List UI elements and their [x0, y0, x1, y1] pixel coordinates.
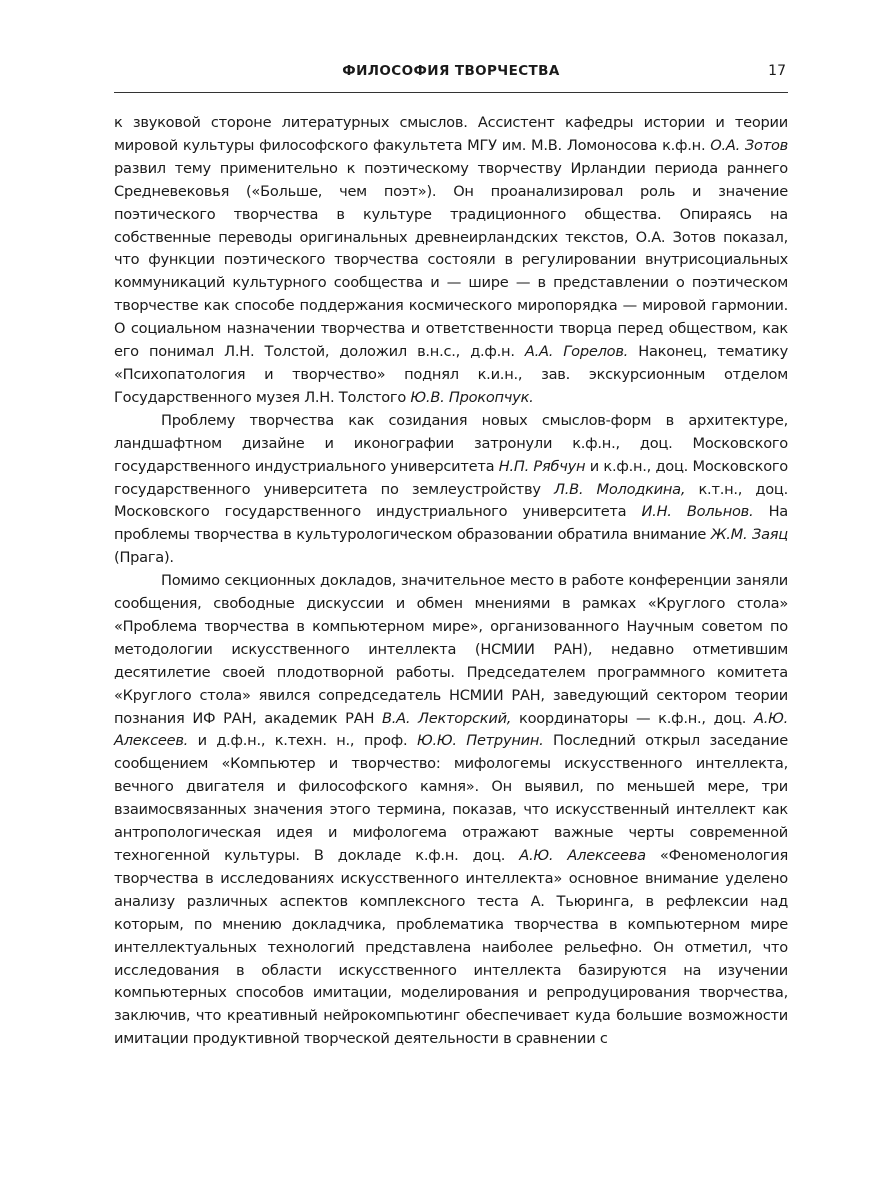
paragraph — [114, 410, 788, 570]
text-run: Проблему творчества как созидания новых смыслов-форм в архитектуре, ландшафтном дизайне и иконографии затронули к.ф.н., доц. Московского государственного индустриального университета — [114, 411, 788, 475]
author-name: Ж.М. Заяц — [710, 526, 788, 544]
paragraph — [114, 112, 788, 410]
author-name: А.А. Горелов. — [524, 343, 629, 361]
paragraph — [114, 570, 788, 1051]
text-run: к.т.н., доц. Московского государственного индустриального университета — [114, 480, 788, 521]
author-name: А.Ю. Алексеев. — [114, 709, 788, 750]
author-name: А.Ю. Алексеева — [519, 847, 646, 864]
article-body — [114, 112, 788, 1051]
text-run: и к.ф.н., доц. Московского государственного университета по землеустройству — [114, 457, 788, 498]
running-header — [114, 54, 788, 93]
text-run: (Прага). — [114, 549, 174, 567]
author-name: О.А. Зотов — [710, 136, 789, 154]
text-run: На проблемы творчества в культурологическом образовании обратила внимание — [114, 503, 788, 544]
author-name: Л.В. Молодкина, — [553, 480, 686, 498]
author-name: Н.П. Рябчун — [498, 457, 586, 475]
text-run: и д.ф.н., к.техн. н., проф. — [188, 732, 417, 750]
page-number: 17 — [768, 63, 786, 79]
text-run: «Феноменология творчества в исследованиях искусственного интеллекта» основное внимание уделено анализу различных аспектов комплексного теста А. Тьюринга, в рефлексии над которым, по мнению докладчика, проблематика творчества в компьютерном мире интеллектуальных технологий представлена наиболее рельефно. Он отметил, что исследования в области искусственного интеллекта базируются на изучении компьютерных способов имитации, моделирования и репродуцирования творчества, заключив, что креативный нейрокомпьютинг обеспечивает куда большие возможности имитации продуктивной творческой деятельности в сравнении с — [114, 847, 788, 1048]
text-run: развил тему применительно к поэтическому творчеству Ирландии периода раннего Средневековья («Больше, чем поэт»). Он проанализировал роль и значение поэтического творчества в культуре традиционного общества. Опираясь на собственные переводы оригинальных древнеирландских текстов, О.А. Зотов показал, что функции поэтического творчества состояли в регулировании внутрисоциальных коммуникаций культурного сообщества и — шире — в представлении о поэтическом творчестве как способе поддержания космического миропорядка — мировой гармонии. О социальном назначении творчества и ответственности творца перед обществом, как его понимал Л.Н. Толстой, доложил в.н.с., д.ф.н. — [114, 159, 788, 361]
text-run: Помимо секционных докладов, значительное место в работе конференции заняли сообщения, свободные дискуссии и обмен мнениями в рамках «Круглого стола» «Проблема творчества в компьютерном мире», организованного Научным советом по методологии искусственного интеллекта (НСМИИ РАН), недавно отметившим десятилетие своей плодотворной работы. Председателем программного комитета «Круглого стола» явился сопредседатель НСМИИ РАН, заведующий сектором теории познания ИФ РАН, академик РАН — [114, 572, 788, 727]
text-run: координаторы — к.ф.н., доц. — [511, 709, 754, 727]
text-run: Последний открыл заседание сообщением «Компьютер и творчество: мифологемы искусственного интеллекта, вечного двигателя и философского камня». Он выявил, по меньшей мере, три взаимосвязанных значения этого термина, показав, что искусственный интеллект как антропологическая идея и мифологема отражают важные черты современной техногенной культуры. В докладе к.ф.н. доц. — [114, 732, 788, 864]
author-name: Ю.Ю. Петрунин. — [416, 732, 544, 750]
text-run: к звуковой стороне литературных смыслов. Ассистент кафедры истории и теории мировой культуры философского факультета МГУ им. М.В. Ломоносова к.ф.н. — [114, 114, 788, 154]
running-title: ФИЛОСОФИЯ ТВОРЧЕСТВА — [342, 63, 560, 79]
author-name: В.А. Лекторский, — [381, 709, 512, 727]
text-run: Наконец, тематику «Психопатология и творчество» поднял к.и.н., зав. экскурсионным отделом Государственного музея Л.Н. Толстого — [114, 343, 789, 406]
author-name: И.Н. Вольнов. — [641, 503, 754, 521]
author-name: Ю.В. Прокопчук. — [410, 388, 534, 406]
